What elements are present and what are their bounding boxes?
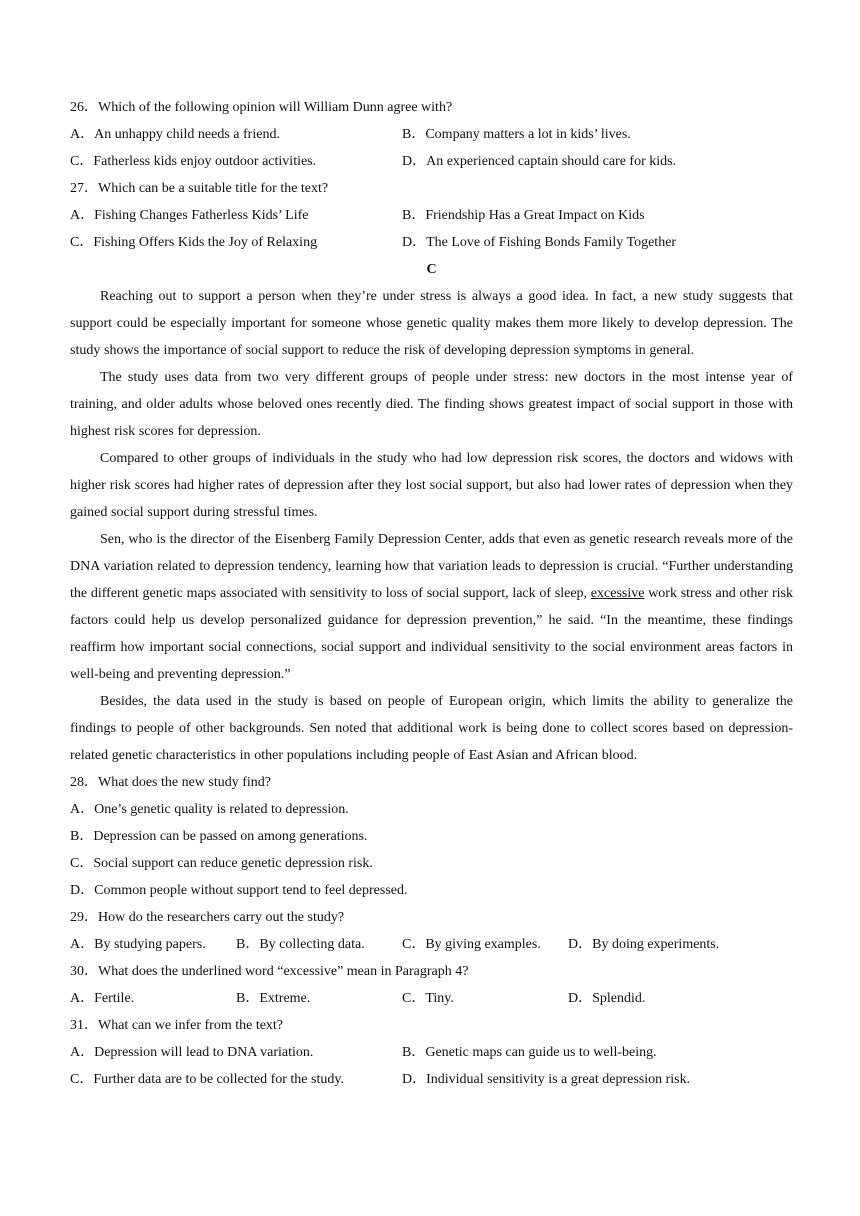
- section-heading: C: [426, 262, 437, 277]
- underlined-word: excessive: [590, 586, 645, 601]
- question-27-option-a[interactable]: A．Fishing Changes Fatherless Kids’ Life: [70, 208, 309, 223]
- question-29-stem: 29．How do the researchers carry out the study?: [70, 910, 345, 925]
- question-28-option-d[interactable]: D．Common people without support tend to feel depressed.: [70, 883, 408, 898]
- question-31-stem: 31．What can we infer from the text?: [70, 1018, 284, 1033]
- passage-paragraph-5: Besides, the data used in the study is based on people of European origin, which limits the ability to generalize the findings to people of other backgrounds. Sen noted that additional work is being done to collect scores based on depression-related genetic characteristics in other populations including people of East Asian and African blood.: [70, 694, 793, 763]
- question-27-stem: 27．Which can be a suitable title for the text?: [70, 181, 329, 196]
- question-31-options-row-2: [70, 1066, 793, 1093]
- question-31-options-row-1: [70, 1039, 793, 1066]
- question-31-option-d[interactable]: D．Individual sensitivity is a great depression risk.: [402, 1072, 691, 1087]
- question-28-option-c[interactable]: C．Social support can reduce genetic depression risk.: [70, 856, 373, 871]
- question-29-option-d[interactable]: D．By doing experiments.: [568, 937, 720, 952]
- question-30-options: [70, 985, 793, 1012]
- question-26-options-row-2: [70, 148, 793, 175]
- passage-paragraph-2: The study uses data from two very different groups of people under stress: new doctors in the most intense year of training, and older adults whose beloved ones recently died. The finding shows greatest impact of social support in those with highest risk scores for depression.: [70, 370, 793, 439]
- question-27-option-c[interactable]: C．Fishing Offers Kids the Joy of Relaxing: [70, 235, 318, 250]
- exam-page: [70, 94, 793, 1093]
- question-29-option-b[interactable]: B．By collecting data.: [236, 937, 365, 952]
- question-28-option-b[interactable]: B．Depression can be passed on among generations.: [70, 829, 368, 844]
- question-26-option-a[interactable]: A．An unhappy child needs a friend.: [70, 127, 280, 142]
- question-26-stem: 26．Which of the following opinion will William Dunn agree with?: [70, 100, 453, 115]
- question-31-option-c[interactable]: C．Further data are to be collected for the study.: [70, 1072, 344, 1087]
- question-26-option-d[interactable]: D．An experienced captain should care for kids.: [402, 154, 677, 169]
- question-26-options-row-1: [70, 121, 793, 148]
- question-29-options: [70, 931, 793, 958]
- question-29-option-c[interactable]: C．By giving examples.: [402, 937, 541, 952]
- paragraph-4-text-after: work stress and other risk factors could help us develop personalized guidance for depression prevention,” he said. “In the meantime, these findings reaffirm how important social connections, social support and individual sensitivity to the social environment areas factors in well-being and preventing depression.”: [70, 586, 793, 682]
- question-27-option-b[interactable]: B．Friendship Has a Great Impact on Kids: [402, 208, 645, 223]
- question-26-option-c[interactable]: C．Fatherless kids enjoy outdoor activities.: [70, 154, 317, 169]
- question-30-option-b[interactable]: B．Extreme.: [236, 991, 311, 1006]
- question-30-option-a[interactable]: A．Fertile.: [70, 991, 135, 1006]
- question-31-option-b[interactable]: B．Genetic maps can guide us to well-being.: [402, 1045, 657, 1060]
- passage-paragraph-4: [70, 526, 793, 688]
- question-27-option-d[interactable]: D．The Love of Fishing Bonds Family Together: [402, 235, 677, 250]
- question-29-option-a[interactable]: A．By studying papers.: [70, 937, 206, 952]
- question-27-options-row-1: [70, 202, 793, 229]
- question-26-option-b[interactable]: B．Company matters a lot in kids’ lives.: [402, 127, 631, 142]
- question-31-option-a[interactable]: A．Depression will lead to DNA variation.: [70, 1045, 314, 1060]
- question-27-options-row-2: [70, 229, 793, 256]
- question-28-stem: 28．What does the new study find?: [70, 775, 272, 790]
- passage-paragraph-3: Compared to other groups of individuals in the study who had low depression risk scores, the doctors and widows with higher risk scores had higher rates of depression after they lost social support, but also had lower rates of depression when they gained social support during stressful times.: [70, 451, 793, 520]
- paragraph-4-text-before: Sen, who is the director of the Eisenberg Family Depression Center, adds that even as genetic research reveals more of the DNA variation related to depression tendency, learning how that variation leads to depression is crucial. “Further understanding the different genetic maps associated with sensitivity to loss of social support, lack of sleep,: [70, 532, 793, 601]
- question-30-option-c[interactable]: C．Tiny.: [402, 991, 454, 1006]
- question-30-stem: 30．What does the underlined word “excessive” mean in Paragraph 4?: [70, 964, 469, 979]
- question-28-option-a[interactable]: A．One’s genetic quality is related to depression.: [70, 802, 349, 817]
- question-30-option-d[interactable]: D．Splendid.: [568, 991, 646, 1006]
- passage-paragraph-1: Reaching out to support a person when they’re under stress is always a good idea. In fact, a new study suggests that support could be especially important for someone whose genetic quality makes them more likely to develop depression. The study shows the importance of social support to reduce the risk of developing depression symptoms in general.: [70, 289, 793, 358]
